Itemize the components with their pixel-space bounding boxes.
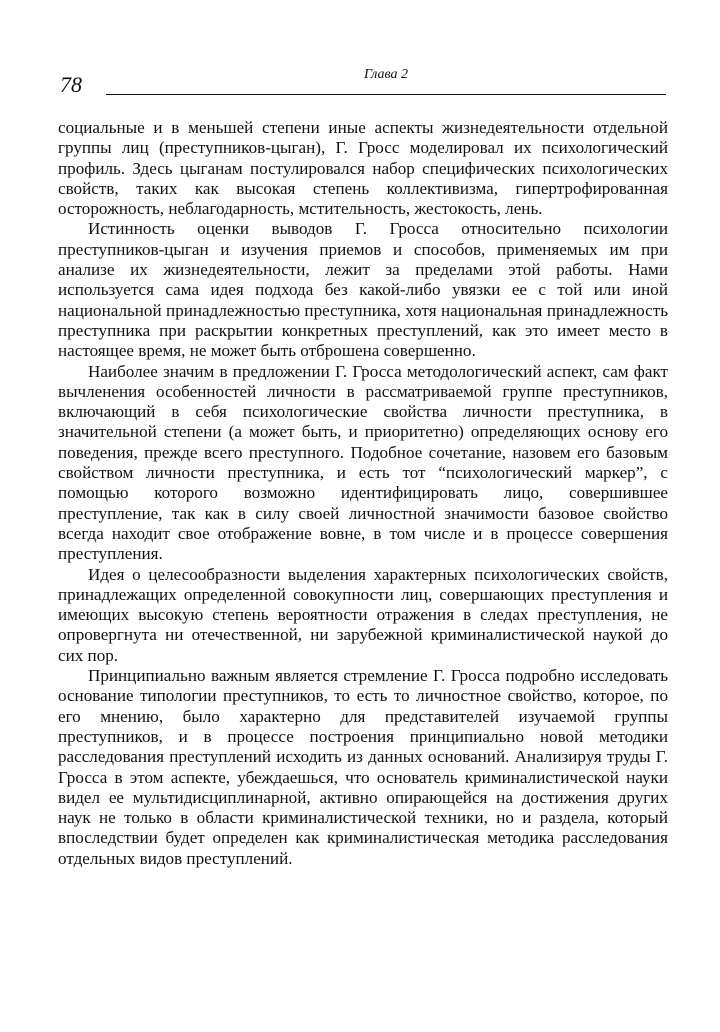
page-header (60, 66, 666, 100)
paragraph: Наиболее значим в предложении Г. Гросса методологический аспект, сам факт вычленения особенностей личности в рассматриваемой группе преступников, включающий в себя психологические свойства личности преступника, в значительной степени (а может быть, и приоритетно) определяющих основу его поведения, прежде всего преступного. Подобное сочетание, назовем его базовым свойством личности преступника, и есть тот “психологический маркер”, с помощью которого возможно идентифицировать лицо, совершившее преступление, так как в силу своей личностной значимости базовое свойство всегда находит свое отображение вовне, в том числе и в процессе совершения преступления. (58, 361, 668, 564)
page-number: 78 (60, 72, 82, 97)
chapter-title: Глава 2 (364, 67, 408, 82)
paragraph: Истинность оценки выводов Г. Гросса относительно психологии преступников-цыган и изучения приемов и способов, применяемых им при анализе их жизнедеятельности, лежит за пределами этой работы. Нами используется сама идея подхода без какой-либо увязки ее с той или иной национальной принадлежностью преступника, хотя национальная принадлежность преступника при раскрытии конкретных преступлений, как это имеет место в настоящее время, не может быть отброшена совершенно. (58, 219, 668, 361)
body-text (58, 118, 668, 869)
header-rule (106, 94, 666, 95)
paragraph: Идея о целесообразности выделения характерных психологических свойств, принадлежащих определенной совокупности лиц, совершающих преступления и имеющих высокую степень вероятности отражения в следах преступления, не опровергнута ни отечественной, ни зарубежной криминалистической наукой до сих пор. (58, 564, 668, 665)
paragraph: Принципиально важным является стремление Г. Гросса подробно исследовать основание типологии преступников, то есть то личностное свойство, которое, по его мнению, было характерно для представителей изучаемой группы преступников, и в процессе построения принципиально новой методики расследования преступлений исходить из данных оснований. Анализируя труды Г. Гросса в этом аспекте, убеждаешься, что основатель криминалистической науки видел ее мультидисциплинарной, активно опирающейся на достижения других наук не только в области криминалистической техники, но и раздела, который впоследствии будет определен как криминалистическая методика расследования отдельных видов преступлений. (58, 666, 668, 868)
paragraph: социальные и в меньшей степени иные аспекты жизнедеятельности отдельной группы лиц (преступников-цыган), Г. Гросс моделировал их психологический профиль. Здесь цыганам постулировался набор специфических психологических свойств, таких как высокая степень коллективизма, гипертрофированная осторожность, неблагодарность, мстительность, жестокость, лень. (58, 118, 668, 219)
